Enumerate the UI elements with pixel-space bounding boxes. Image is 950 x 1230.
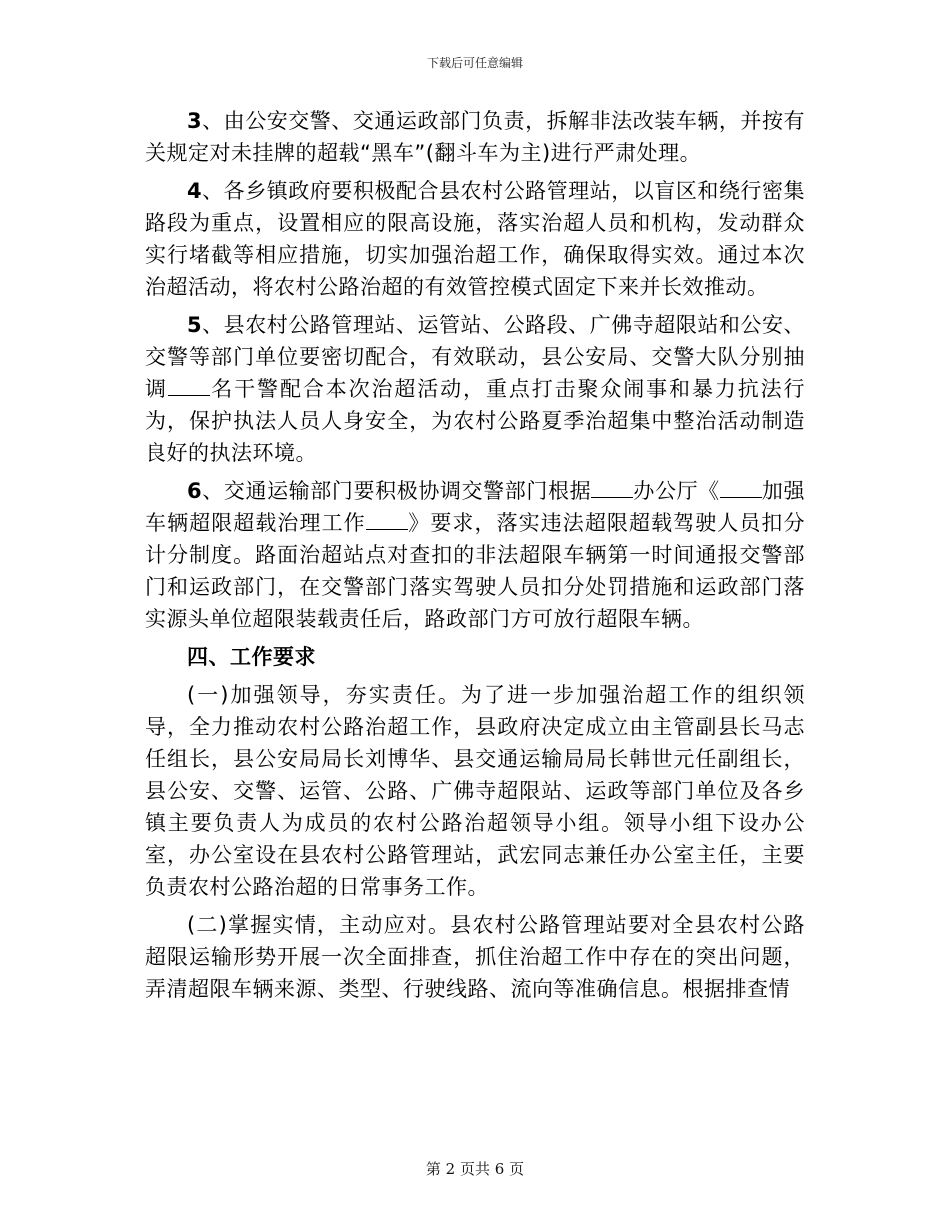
paragraph-text: 加强车辆超限超载治理工作 [145, 479, 806, 535]
paragraph-text: 、交通运输部门要积极协调交警部门根据 [202, 479, 592, 503]
item-number: 3 [187, 109, 203, 133]
paragraph-item-5 [145, 309, 805, 469]
fill-blank [591, 479, 633, 498]
item-number: 4 [187, 179, 203, 203]
paragraph-text: 办公厅《 [633, 479, 720, 503]
document-body [145, 105, 805, 1011]
paragraph-text: 、由公安交警、交通运政部门负责，拆解非法改装车辆，并按有关规定对未挂牌的超载“黑车”(翻斗车为主)进行严肃处理。 [145, 109, 805, 165]
paragraph-text: 名干警配合本次治超活动，重点打击聚众闹事和暴力抗法行为，保护执法人员人身安全，为农村公路夏季治超集中整治活动制造良好的执法环境。 [145, 377, 805, 465]
page-header: 下载后可任意编辑 [426, 56, 523, 70]
item-number: 5 [187, 313, 203, 337]
paragraph-item-6 [145, 475, 805, 635]
paragraph-item-3 [145, 105, 805, 169]
page-footer: 第 2 页共 6 页 [425, 1160, 525, 1178]
section-heading: 四、工作要求 [187, 645, 316, 669]
item-number: 6 [187, 479, 203, 503]
paragraph-text: 、县农村公路管理站、运管站、公路段、广佛寺超限站和公安、交警等部门单位要密切配合，有效联动，县公安局、交警大队分别抽调 [145, 313, 805, 401]
paragraph-text: 》要求，落实违法超限超载驾驶人员扣分计分制度。路面治超站点对查扣的非法超限车辆第一时间通报交警部门和运政部门，在交警部门落实驾驶人员扣分处罚措施和运政部门落实源头单位超限装载责任后，路政部门方可放行超限车辆。 [145, 511, 806, 631]
requirement-paragraph-1: (一)加强领导，夯实责任。为了进一步加强治超工作的组织领导，全力推动农村公路治超工作，县政府决定成立由主管副县长马志任组长，县公安局局长刘博华、县交通运输局局长韩世元任副组长，县公安、交警、运管、公路、广佛寺超限站、运政等部门单位及各乡镇主要负责人为成员的农村公路治超领导小组。领导小组下设办公室，办公室设在县农村公路管理站，武宏同志兼任办公室主任，主要负责农村公路治超的日常事务工作。 [145, 683, 805, 899]
paragraph-item-4 [145, 175, 805, 303]
fill-blank [366, 511, 408, 530]
requirement-paragraph-2: (二)掌握实情，主动应对。县农村公路管理站要对全县农村公路超限运输形势开展一次全面排查，抓住治超工作中存在的突出问题，弄清超限车辆来源、类型、行驶线路、流向等准确信息。根据排查情 [145, 913, 805, 1001]
fill-blank [720, 479, 762, 498]
paragraph-text: 、各乡镇政府要积极配合县农村公路管理站，以盲区和绕行密集路段为重点，设置相应的限高设施，落实治超人员和机构，发动群众实行堵截等相应措施，切实加强治超工作，确保取得实效。通过本次治超活动，将农村公路治超的有效管控模式固定下来并长效推动。 [145, 179, 805, 299]
fill-blank [168, 377, 210, 396]
